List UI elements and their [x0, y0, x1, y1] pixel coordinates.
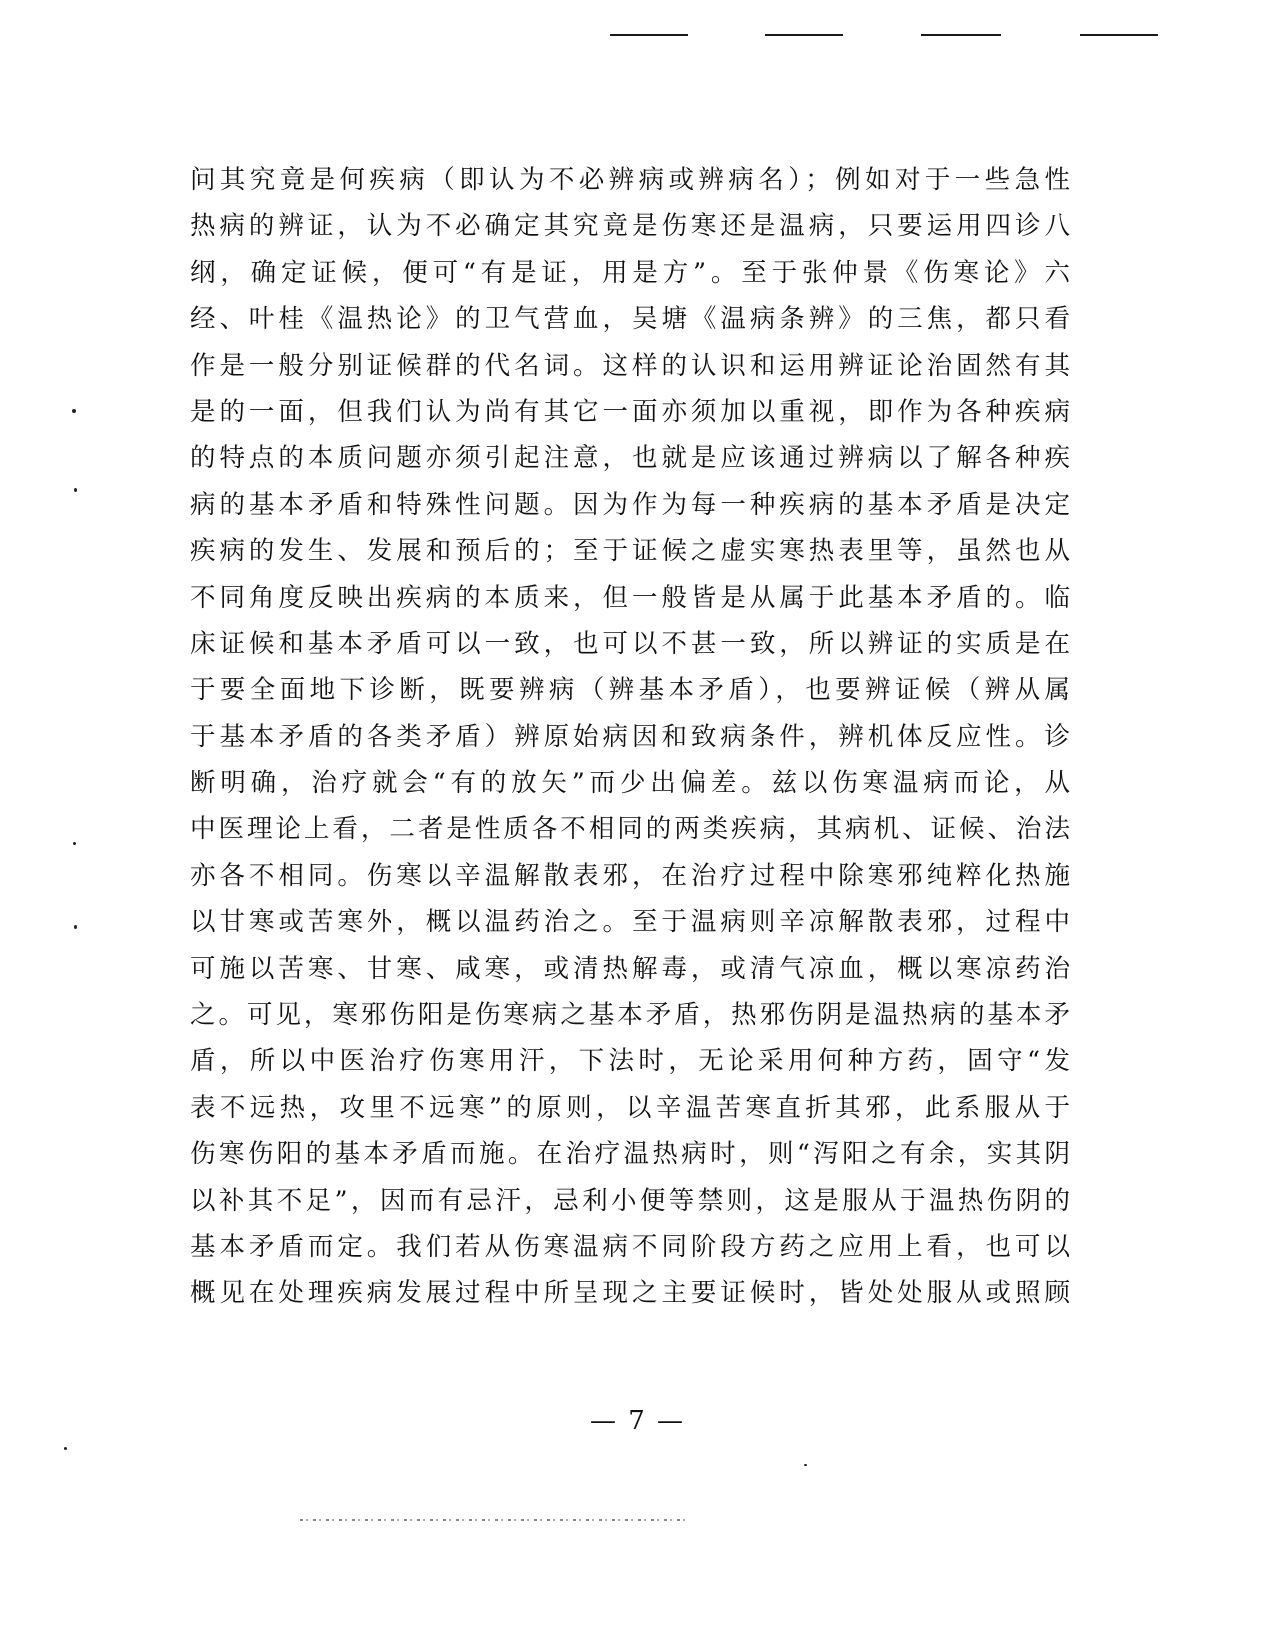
text-line: 以甘寒或苦寒外，概以温药治之。至于温病则辛凉解散表邪，过程中: [190, 907, 1070, 938]
text-line: 热病的辨证，认为不必确定其究竟是伤寒还是温病，只要运用四诊八: [190, 211, 1070, 242]
text-line: 表不远热，攻里不远寒”的原则，以辛温苦寒直折其邪，此系服从于: [190, 1092, 1070, 1123]
text-line: 床证候和基本矛盾可以一致，也可以不甚一致，所以辨证的实质是在: [190, 628, 1070, 659]
scan-noise: [300, 1519, 690, 1521]
text-line: 伤寒伤阳的基本矛盾而施。在治疗温热病时，则“泻阳之有余，实其阴: [190, 1139, 1070, 1170]
text-line: 作是一般分别证候群的代名词。这样的认识和运用辨证论治固然有其: [190, 350, 1070, 381]
text-line: 亦各不相同。伤寒以辛温解散表邪，在治疗过程中除寒邪纯粹化热施: [190, 860, 1070, 891]
text-line: 于要全面地下诊断，既要辨病（辨基本矛盾），也要辨证候（辨从属: [190, 675, 1070, 706]
text-line: 可施以苦寒、甘寒、咸寒，或清热解毒，或清气凉血，概以寒凉药治: [190, 953, 1070, 984]
scan-speck: [72, 409, 76, 413]
text-line: 中医理论上看，二者是性质各不相同的两类疾病，其病机、证候、治法: [190, 814, 1070, 845]
text-line: 病的基本矛盾和特殊性问题。因为作为每一种疾病的基本矛盾是决定: [190, 489, 1070, 520]
text-line: 纲，确定证候，便可“有是证，用是方”。至于张仲景《伤寒论》六: [190, 257, 1070, 288]
scan-speck: [74, 488, 77, 492]
text-line: 概见在处理疾病发展过程中所呈现之主要证候时，皆处处服从或照顾: [190, 1278, 1070, 1309]
text-line: 问其究竟是何疾病（即认为不必辨病或辨病名）；例如对于一些急性: [190, 165, 1070, 195]
text-line: 是的一面，但我们认为尚有其它一面亦须加以重视，即作为各种疾病: [190, 396, 1070, 427]
text-line: 于基本矛盾的各类矛盾）辨原始病因和致病条件，辨机体反应性。诊: [190, 721, 1070, 752]
text-line: 基本矛盾而定。我们若从伤寒温病不同阶段方药之应用上看，也可以: [190, 1231, 1070, 1262]
header-rule: [1080, 34, 1158, 36]
header-rule: [610, 34, 688, 36]
scan-speck: [74, 925, 77, 929]
text-line: 盾，所以中医治疗伤寒用汗，下法时，无论采用何种方药，固守“发: [190, 1046, 1070, 1077]
text-line: 之。可见，寒邪伤阳是伤寒病之基本矛盾，热邪伤阴是温热病的基本矛: [190, 1000, 1070, 1031]
scan-speck: [804, 1464, 807, 1466]
text-line: 经、叶桂《温热论》的卫气营血，吴塘《温病条辨》的三焦，都只看: [190, 304, 1070, 335]
text-line: 疾病的发生、发展和预后的；至于证候之虚实寒热表里等，虽然也从: [190, 536, 1070, 567]
text-line: 断明确，治疗就会“有的放矢”而少出偏差。兹以伤寒温病而论，从: [190, 768, 1070, 799]
body-text: [190, 157, 1070, 1317]
text-line: 的特点的本质问题亦须引起注意，也就是应该通过辨病以了解各种疾: [190, 443, 1070, 474]
scan-speck: [64, 1447, 67, 1450]
page-number: — 7 —: [589, 1406, 686, 1436]
text-line: 不同角度反映出疾病的本质来，但一般皆是从属于此基本矛盾的。临: [190, 582, 1070, 613]
scan-speck: [73, 842, 76, 845]
header-rule: [765, 34, 843, 36]
header-rules: [0, 34, 1275, 44]
text-line: 以补其不足”，因而有忌汗，忌利小便等禁则，这是服从于温热伤阴的: [190, 1185, 1070, 1216]
header-rule: [921, 34, 1001, 36]
